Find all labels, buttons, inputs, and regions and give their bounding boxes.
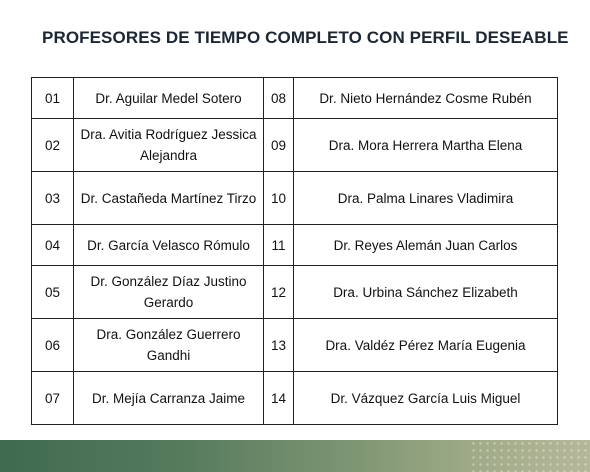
table-row <box>32 319 558 372</box>
professor-name-cell: Dr. González Díaz Justino Gerardo <box>74 266 264 319</box>
row-number-cell: 12 <box>264 266 294 319</box>
professor-name-cell: Dr. Castañeda Martínez Tirzo <box>74 172 264 225</box>
footer-texture-pattern <box>470 440 590 472</box>
row-number-cell: 11 <box>264 225 294 266</box>
table-row <box>32 78 558 119</box>
table-row <box>32 266 558 319</box>
professors-table <box>31 77 558 425</box>
professor-name-cell: Dr. Vázquez García Luis Miguel <box>294 372 558 425</box>
table-row <box>32 172 558 225</box>
row-number-cell: 10 <box>264 172 294 225</box>
row-number-cell: 02 <box>32 119 74 172</box>
professor-name-cell: Dr. Nieto Hernández Cosme Rubén <box>294 78 558 119</box>
professor-name-cell: Dr. Reyes Alemán Juan Carlos <box>294 225 558 266</box>
row-number-cell: 09 <box>264 119 294 172</box>
row-number-cell: 04 <box>32 225 74 266</box>
table-row <box>32 225 558 266</box>
professor-name-cell: Dra. Mora Herrera Martha Elena <box>294 119 558 172</box>
row-number-cell: 01 <box>32 78 74 119</box>
page-title: PROFESORES DE TIEMPO COMPLETO CON PERFIL DESEABLE <box>42 28 569 47</box>
table-row <box>32 119 558 172</box>
professor-name-cell: Dra. Urbina Sánchez Elizabeth <box>294 266 558 319</box>
footer-decorative-band <box>0 440 590 472</box>
table-row <box>32 372 558 425</box>
professor-name-cell: Dra. Avitia Rodríguez Jessica Alejandra <box>74 119 264 172</box>
professor-name-cell: Dra. Valdéz Pérez María Eugenia <box>294 319 558 372</box>
row-number-cell: 08 <box>264 78 294 119</box>
row-number-cell: 06 <box>32 319 74 372</box>
row-number-cell: 05 <box>32 266 74 319</box>
professor-name-cell: Dr. Mejía Carranza Jaime <box>74 372 264 425</box>
professor-name-cell: Dr. Aguilar Medel Sotero <box>74 78 264 119</box>
professor-name-cell: Dr. García Velasco Rómulo <box>74 225 264 266</box>
professor-name-cell: Dra. González Guerrero Gandhi <box>74 319 264 372</box>
row-number-cell: 07 <box>32 372 74 425</box>
row-number-cell: 14 <box>264 372 294 425</box>
row-number-cell: 03 <box>32 172 74 225</box>
row-number-cell: 13 <box>264 319 294 372</box>
professor-name-cell: Dra. Palma Linares Vladimira <box>294 172 558 225</box>
